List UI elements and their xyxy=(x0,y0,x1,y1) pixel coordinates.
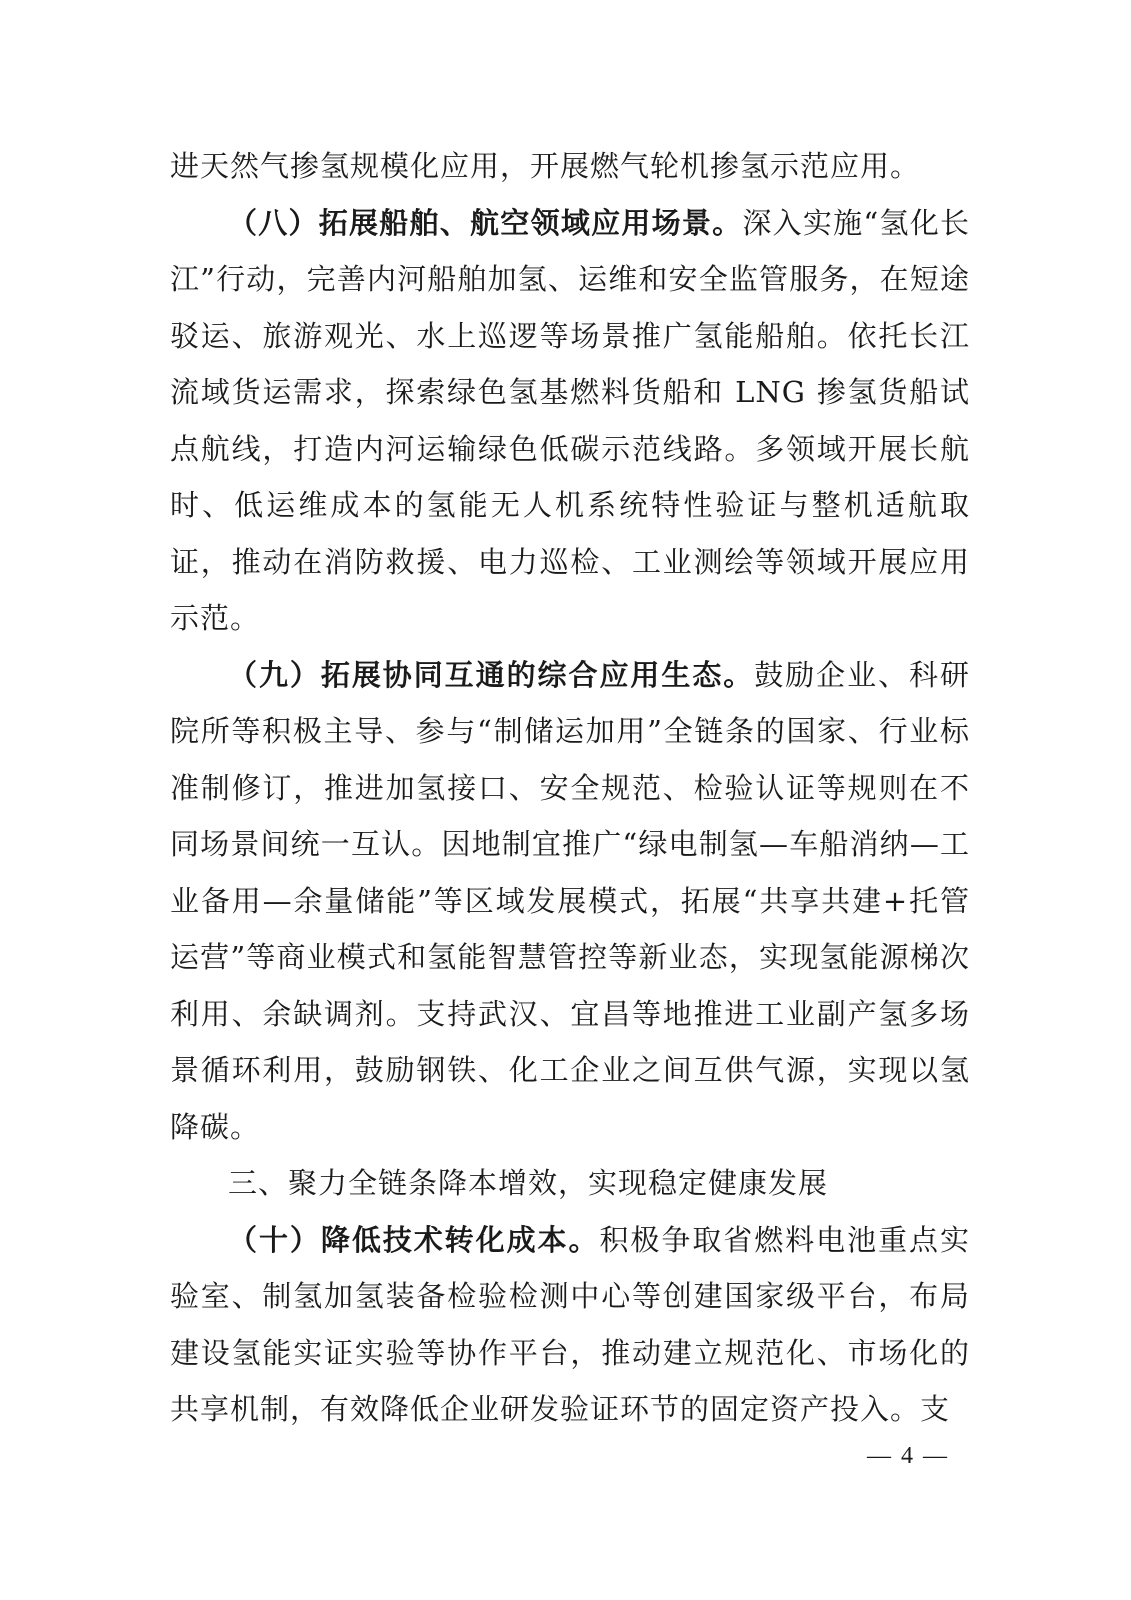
paragraph-cost-reduction xyxy=(170,1212,970,1438)
paragraph-continuation xyxy=(170,138,970,195)
paragraph-text: 积极争取省燃料电池重点实验室、制氢加氢装备检验检测中心等创建国家级平台，布局建设氢能实证实验等协作平台，推动建立规范化、市场化的共享机制，有效降低企业研发验证环节的固定资产投入。支 xyxy=(170,1222,970,1426)
paragraph-integrated-ecosystem xyxy=(170,647,970,1156)
section-heading: 三、聚力全链条降本增效，实现稳定健康发展 xyxy=(228,1166,829,1200)
paragraph-ship-aviation xyxy=(170,195,970,647)
paragraph-heading: （十）降低技术转化成本。 xyxy=(228,1222,600,1257)
paragraph-text: 深入实施“氢化长江”行动，完善内河船舶加氢、运维和安全监管服务，在短途驳运、旅游观光、水上巡逻等场景推广氢能船舶。依托长江流域货运需求，探索绿色氢基燃料货船和 LNG 掺氢货船试点航线，打造内河运输绿色低碳示范线路。多领域开展长航时、低运维成本的氢能无人机系统特性验证与整机适航取证，推动在消防救援、电力巡检、工业测绘等领域开展应用示范。 xyxy=(170,205,970,635)
page-number: — 4 — xyxy=(867,1443,949,1469)
paragraph-text: 进天然气掺氢规模化应用，开展燃气轮机掺氢示范应用。 xyxy=(170,149,921,183)
document-body xyxy=(170,138,970,1438)
paragraph-text: 鼓励企业、科研院所等积极主导、参与“制储运加用”全链条的国家、行业标准制修订，推进加氢接口、安全规范、检验认证等规则在不同场景间统一互认。因地制宜推广“绿电制氢—车船消纳—工业备用—余量储能”等区域发展模式，拓展“共享共建+托管运营”等商业模式和氢能智慧管控等新业态，实现氢能源梯次利用、余缺调剂。支持武汉、宜昌等地推进工业副产氢多场景循环利用，鼓励钢铁、化工企业之间互供气源，实现以氢降碳。 xyxy=(170,657,970,1144)
paragraph-heading: （九）拓展协同互通的综合应用生态。 xyxy=(228,657,755,692)
paragraph-heading: （八）拓展船舶、航空领域应用场景。 xyxy=(228,205,743,240)
